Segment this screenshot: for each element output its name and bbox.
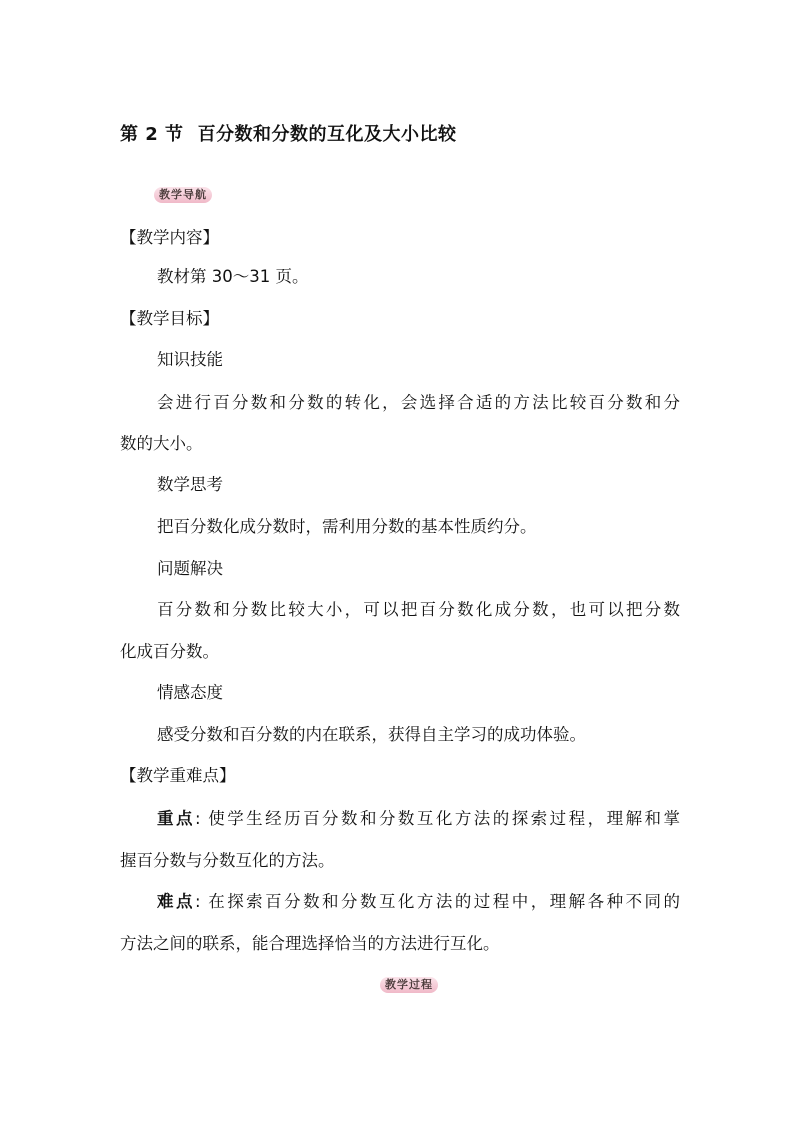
thinking-text: 把百分数化成分数时，需利用分数的基本性质约分。 bbox=[157, 517, 537, 536]
attitude-text: 感受分数和百分数的内在联系，获得自主学习的成功体验。 bbox=[157, 725, 586, 744]
teaching-process-banner: 教学过程 bbox=[380, 977, 438, 993]
teaching-content-text: 教材第 30～31 页。 bbox=[157, 267, 309, 286]
key-point-text: : 使学生经历百分数和分数互化方法的探索过程，理解和掌 bbox=[194, 809, 681, 828]
problem-text-line2: 化成百分数。 bbox=[120, 642, 219, 661]
heading-key-difficult-points: 【教学重难点】 bbox=[120, 766, 236, 785]
section-title: 百分数和分数的互化及大小比较 bbox=[197, 124, 457, 145]
section-number: 第 2 节 bbox=[120, 124, 184, 145]
teaching-navigation-banner: 教学导航 bbox=[154, 187, 212, 203]
subheading-math-thinking: 数学思考 bbox=[157, 475, 223, 494]
difficult-point-text: : 在探索百分数和分数互化方法的过程中，理解各种不同的 bbox=[194, 892, 681, 911]
heading-teaching-goals: 【教学目标】 bbox=[120, 309, 219, 328]
knowledge-text-line2: 数的大小。 bbox=[120, 434, 203, 453]
subheading-knowledge-skills: 知识技能 bbox=[157, 350, 223, 369]
subheading-problem-solving: 问题解决 bbox=[157, 559, 223, 578]
key-point-line2: 握百分数与分数互化的方法。 bbox=[120, 851, 335, 870]
difficult-point-line1 bbox=[157, 892, 680, 912]
knowledge-text-line1: 会进行百分数和分数的转化，会选择合适的方法比较百分数和分 bbox=[157, 393, 680, 412]
page-title bbox=[120, 120, 457, 146]
subheading-emotional-attitude: 情感态度 bbox=[157, 683, 223, 702]
key-point-line1 bbox=[157, 809, 680, 829]
difficult-point-label: 难点 bbox=[157, 892, 195, 911]
difficult-point-line2: 方法之间的联系，能合理选择恰当的方法进行互化。 bbox=[120, 934, 500, 953]
problem-text-line1: 百分数和分数比较大小，可以把百分数化成分数，也可以把分数 bbox=[157, 600, 680, 619]
heading-teaching-content: 【教学内容】 bbox=[120, 228, 219, 247]
key-point-label: 重点 bbox=[157, 809, 195, 828]
